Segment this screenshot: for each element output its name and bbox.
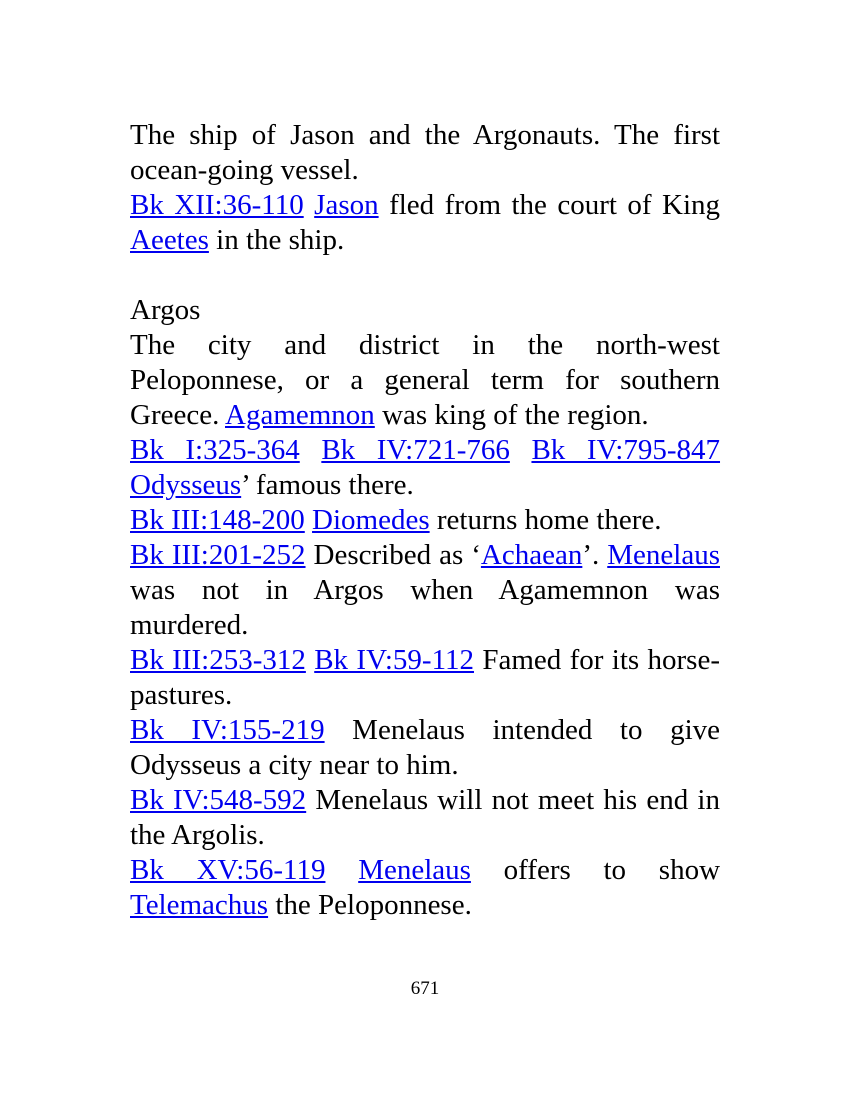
book-ref-link[interactable]: Bk IV:548-592 xyxy=(130,784,307,816)
book-ref-link[interactable]: Bk III:201-252 xyxy=(130,539,306,571)
book-ref-link[interactable]: Bk III:148-200 xyxy=(130,504,305,536)
argos-heading xyxy=(130,293,720,328)
entry-text: Famed for its horse-pastures. xyxy=(130,644,720,711)
jason-link[interactable]: Jason xyxy=(314,189,379,221)
argos-entry-5 xyxy=(130,713,720,783)
odysseus-link[interactable]: Odysseus xyxy=(130,469,242,501)
entry-text: in the ship. xyxy=(208,224,345,256)
book-ref-link[interactable]: Bk I:325-364 xyxy=(130,434,300,466)
entry-text: was king of the region. xyxy=(374,399,649,431)
agamemnon-link[interactable]: Agamemnon xyxy=(225,399,375,431)
entry-text: The city and district in the north-west Peloponnese, or a general term for southern Greece. xyxy=(130,329,720,431)
entry-text: Described as ‘ xyxy=(305,539,481,571)
entry-text: fled from the court of King xyxy=(378,189,720,221)
page-number: 671 xyxy=(410,978,440,999)
argos-heading-text: Argos xyxy=(130,294,201,326)
book-ref-link[interactable]: Bk XII:36-110 xyxy=(130,189,304,221)
book-ref-link[interactable]: Bk XV:56-119 xyxy=(130,854,326,886)
argo-entry-1 xyxy=(130,188,720,258)
argos-entry-3 xyxy=(130,538,720,643)
menelaus-link[interactable]: Menelaus xyxy=(358,854,471,886)
entry-text: ’ famous there. xyxy=(241,469,414,501)
diomedes-link[interactable]: Diomedes xyxy=(312,504,430,536)
argos-entry-7 xyxy=(130,853,720,923)
argos-description xyxy=(130,328,720,433)
document-page xyxy=(130,118,720,923)
book-ref-link[interactable]: Bk IV:155-219 xyxy=(130,714,325,746)
menelaus-link[interactable]: Menelaus xyxy=(607,539,720,571)
argos-entry-4 xyxy=(130,643,720,713)
entry-text: offers to show xyxy=(470,854,721,886)
book-ref-link[interactable]: Bk IV:795-847 xyxy=(531,434,721,466)
book-ref-link[interactable]: Bk IV:59-112 xyxy=(314,644,474,676)
argo-description-text: The ship of Jason and the Argonauts. The first ocean-going vessel. xyxy=(130,119,720,186)
argos-entry-6 xyxy=(130,783,720,853)
telemachus-link[interactable]: Telemachus xyxy=(130,889,269,921)
entry-text: was not in Argos when Agamemnon was murdered. xyxy=(130,574,720,641)
argos-entry-2 xyxy=(130,503,720,538)
argo-description xyxy=(130,118,720,188)
entry-text: Menelaus intended to give Odysseus a city near to him. xyxy=(130,714,720,781)
entry-text: Menelaus will not meet his end in the Argolis. xyxy=(130,784,720,851)
entry-text: the Peloponnese. xyxy=(268,889,472,921)
entry-text: ’. xyxy=(582,539,608,571)
argos-entry-1 xyxy=(130,433,720,503)
aeetes-link[interactable]: Aeetes xyxy=(130,224,209,256)
paragraph-spacer xyxy=(130,258,720,293)
book-ref-link[interactable]: Bk IV:721-766 xyxy=(321,434,510,466)
book-ref-link[interactable]: Bk III:253-312 xyxy=(130,644,306,676)
entry-text: returns home there. xyxy=(429,504,662,536)
achaean-link[interactable]: Achaean xyxy=(480,539,583,571)
